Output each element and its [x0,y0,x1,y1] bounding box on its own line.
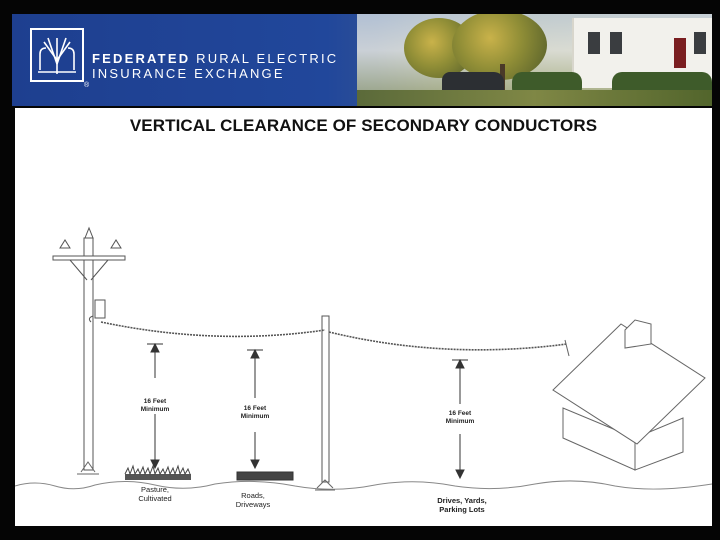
clearance-label-pasture: 16 Feet Minimum [140,398,170,413]
registered-mark: ® [84,82,90,89]
ground-label-pasture: Pasture, Cultivated [138,485,172,503]
house-drawing [553,320,705,470]
utility-pole-middle [315,316,335,490]
pasture-grass [125,466,191,480]
utility-pole-left [53,228,125,474]
conductor-span-1 [101,322,325,336]
clearance-diagram [15,108,712,526]
clearance-label-roads: 16 Feet Minimum [240,405,270,420]
ground-label-roads: Roads, Driveways [235,491,271,509]
conductor-span-2 [329,332,567,350]
org-name-line-1 [92,51,338,66]
org-name-rest: RURAL ELECTRIC [196,51,339,66]
org-name-line-2: INSURANCE EXCHANGE [92,66,285,81]
clearance-arrows [147,344,468,478]
org-name-bold: FEDERATED [92,51,191,66]
slide-content [15,108,712,526]
ground-line [15,481,712,489]
federated-logo [30,28,84,82]
clearance-label-drives: 16 Feet Minimum [445,410,475,425]
lawn-image [357,90,712,106]
ground-label-drives: Drives, Yards, Parking Lots [437,496,487,514]
road-surface [237,472,293,480]
slide-title: VERTICAL CLEARANCE OF SECONDARY CONDUCTORS [129,116,598,135]
header-banner [12,14,712,106]
